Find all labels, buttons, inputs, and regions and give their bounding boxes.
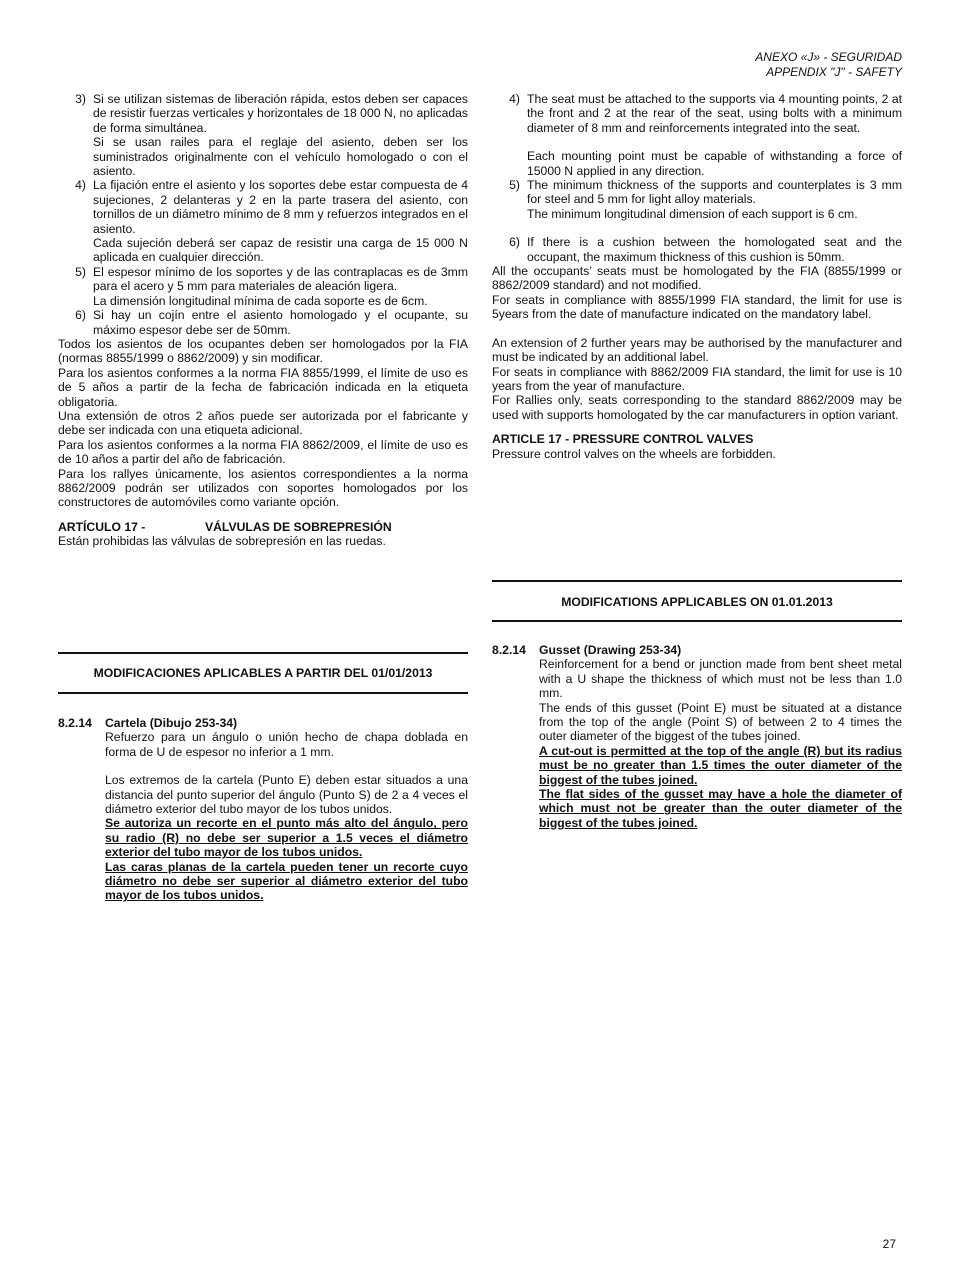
amendment-paragraph: The flat sides of the gusset may have a hole the diameter of which must not be greater than the outer diameter of the biggest of the tubes joined. bbox=[539, 787, 902, 830]
list-text: Si se utilizan sistemas de liberación rápida, estos deben ser capaces de resistir fuerzas verticales y horizontales de 18 000 N, no aplicadas de forma simultánea. bbox=[93, 92, 468, 135]
body-paragraph: For seats in compliance with 8855/1999 FIA standard, the limit for use is 5years from the date of manufacture indicated on the mandatory label. bbox=[492, 292, 902, 322]
body-paragraph: For seats in compliance with 8862/2009 FIA standard, the limit for use is 10 years from the year of manufacture. bbox=[492, 364, 902, 393]
page-number: 27 bbox=[882, 1237, 896, 1251]
list-item bbox=[492, 92, 902, 178]
modifications-heading-text: MODIFICACIONES APLICABLES A PARTIR DEL 01/01/2013 bbox=[93, 666, 433, 680]
article-title: PRESSURE CONTROL VALVES bbox=[572, 432, 754, 447]
section-number: 8.2.14 bbox=[492, 643, 526, 657]
list-text: La fijación entre el asiento y los soportes debe estar compuesta de 4 sujeciones, 2 delanteras y 2 en la parte trasera del asiento, con tornillos de un diámetro mínimo de 8 mm y refuerzos integrados en el asiento. bbox=[93, 178, 468, 236]
body-paragraph: Para los rallyes únicamente, los asientos correspondientes a la norma 8862/2009 podrán ser utilizados con soportes homologados por los constructores de automóviles como variante opción. bbox=[58, 466, 468, 510]
section-number: 8.2.14 bbox=[58, 716, 92, 730]
section-title: Cartela (Dibujo 253-34) bbox=[105, 716, 238, 730]
list-item bbox=[492, 235, 902, 264]
section-paragraph: The ends of this gusset (Point E) must be situated at a distance from the top of the angle (Point S) of between 2 to 4 times the outer diameter of the biggest of the tubes joined. bbox=[539, 700, 902, 744]
article-heading bbox=[492, 432, 902, 446]
article-text: Pressure control valves on the wheels are forbidden. bbox=[492, 446, 776, 461]
list-text: The seat must be attached to the supports via 4 mounting points, 2 at the front and 2 at the rear of the seat, using bolts with a minimum diameter of 8 mm and reinforcements integrated into the seat. bbox=[527, 92, 902, 135]
body-paragraph: Para los asientos conformes a la norma FIA 8862/2009, el límite de uso es de 10 años a partir del año de fabricación. bbox=[58, 437, 468, 467]
section-paragraph: Reinforcement for a bend or junction made from bent sheet metal with a U shape the thickness of which must not be less than 1.0 mm. bbox=[539, 657, 902, 701]
modifications-heading-spanish bbox=[58, 652, 468, 694]
amendment-paragraph: A cut-out is permitted at the top of the angle (R) but its radius must be no greater than 1.5 times the outer diameter of the biggest of the tubes joined. bbox=[539, 743, 902, 787]
list-number: 3) bbox=[75, 92, 86, 106]
list-text: La dimensión longitudinal mínima de cada soporte es de 6cm. bbox=[93, 293, 428, 308]
list-text: Si hay un cojín entre el asiento homologado y el ocupante, su máximo espesor debe ser de 50mm. bbox=[93, 308, 468, 337]
page-header bbox=[755, 50, 902, 80]
list-item bbox=[58, 178, 468, 264]
list-text: If there is a cushion between the homologated seat and the occupant, the maximum thickness of this cushion is 50mm. bbox=[527, 235, 902, 264]
list-number: 5) bbox=[75, 264, 86, 279]
article-text: Están prohibidas las válvulas de sobrepresión en las ruedas. bbox=[58, 534, 386, 549]
list-number: 4) bbox=[509, 92, 520, 106]
section-paragraph: Refuerzo para un ángulo o unión hecho de chapa doblada en forma de U de espesor no inferior a 1 mm. bbox=[105, 730, 468, 759]
amendment-paragraph: Se autoriza un recorte en el punto más alto del ángulo, pero su radio (R) no debe ser superior a 1.5 veces el diámetro exterior del tubo mayor de los tubos unidos. bbox=[105, 816, 468, 860]
list-item bbox=[492, 178, 902, 235]
left-column-spanish bbox=[58, 92, 468, 549]
list-number: 6) bbox=[75, 308, 86, 323]
list-text: Si se usan railes para el reglaje del asiento, deben ser los suministrados originalmente con el vehículo homologado o con el asiento. bbox=[93, 135, 468, 179]
section-paragraph: Los extremos de la cartela (Punto E) deben estar situados a una distancia del punto superior del ángulo (Punto S) de 2 a 4 veces el diámetro exterior del tubo mayor de los tubos unidos. bbox=[105, 773, 468, 817]
list-text: El espesor mínimo de los soportes y de las contraplacas es de 3mm para el acero y 5 mm para materiales de aleación ligera. bbox=[93, 264, 468, 294]
list-item bbox=[58, 92, 468, 178]
list-number: 5) bbox=[509, 178, 520, 193]
section-title: Gusset (Drawing 253-34) bbox=[539, 643, 682, 657]
body-paragraph: Para los asientos conformes a la norma FIA 8855/1999, el límite de uso es de 5 años a partir de la fecha de fabricación indicada en la etiqueta obligatoria. bbox=[58, 365, 468, 409]
body-paragraph: Una extensión de otros 2 años puede ser autorizada por el fabricante y debe ser indicada con una etiqueta adicional. bbox=[58, 408, 468, 438]
article-heading bbox=[58, 520, 468, 534]
list-text: Cada sujeción deberá ser capaz de resistir una carga de 15 000 N aplicada en cualquier dirección. bbox=[93, 236, 468, 265]
list-text: The minimum longitudinal dimension of each support is 6 cm. bbox=[527, 206, 858, 221]
article-label: ARTICLE 17 - bbox=[492, 432, 570, 447]
list-number: 4) bbox=[75, 178, 86, 193]
modifications-heading-text: MODIFICATIONS APPLICABLES ON 01.01.2013 bbox=[561, 595, 833, 609]
right-column-english bbox=[492, 92, 902, 461]
list-number: 6) bbox=[509, 235, 520, 250]
list-text: The minimum thickness of the supports and counterplates is 3 mm for steel and 5 mm for light alloy materials. bbox=[527, 178, 902, 207]
header-line-english: APPENDIX "J" - SAFETY bbox=[766, 65, 902, 79]
body-paragraph: For Rallies only, seats corresponding to the standard 8862/2009 may be used with supports homologated by the car manufacturers in option variant. bbox=[492, 393, 902, 422]
body-paragraph: An extension of 2 further years may be authorised by the manufacturer and must be indicated by an additional label. bbox=[492, 335, 902, 365]
body-paragraph: Todos los asientos de los ocupantes deben ser homologados por la FIA (normas 8855/1999 o 8862/2009) y sin modificar. bbox=[58, 336, 468, 366]
body-paragraph: All the occupants’ seats must be homologated by the FIA (8855/1999 or 8862/2009 standard) and not modified. bbox=[492, 264, 902, 293]
header-line-spanish: ANEXO «J» - SEGURIDAD bbox=[755, 50, 902, 64]
amendment-paragraph: Las caras planas de la cartela pueden tener un recorte cuyo diámetro no debe ser superior al diámetro exterior del tubo mayor de los tubos unidos. bbox=[105, 859, 468, 903]
list-item bbox=[58, 265, 468, 308]
section-8-2-14-english bbox=[492, 643, 902, 830]
article-label: ARTÍCULO 17 - bbox=[58, 519, 146, 534]
article-title: VÁLVULAS DE SOBREPRESIÓN bbox=[205, 519, 392, 534]
list-text: Each mounting point must be capable of withstanding a force of 15000 N applied in any direction. bbox=[527, 149, 902, 178]
list-item bbox=[58, 308, 468, 337]
modifications-heading-english bbox=[492, 580, 902, 622]
section-8-2-14-spanish bbox=[58, 716, 468, 903]
